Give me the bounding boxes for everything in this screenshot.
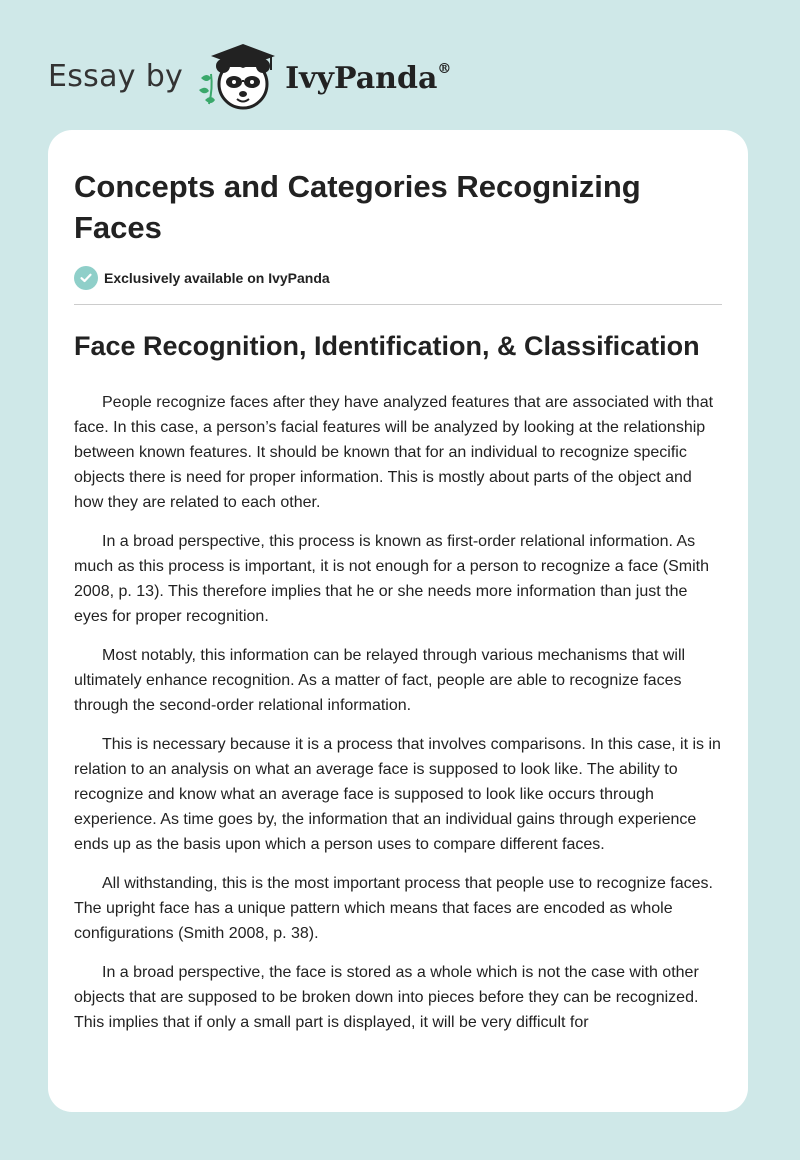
panda-graduate-icon[interactable] <box>197 38 279 114</box>
exclusive-badge <box>74 266 722 290</box>
badge-text: Exclusively available on IvyPanda <box>104 270 330 286</box>
section-heading: Face Recognition, Identification, & Classification <box>74 331 700 361</box>
brand-header <box>48 36 451 116</box>
essay-title: Concepts and Categories Recognizing Faces <box>74 169 641 245</box>
essay-card <box>48 130 748 1112</box>
paragraph: All withstanding, this is the most important process that people use to recognize faces. The upright face has a unique pattern which means that faces are encoded as whole configurations (Smith 2008, p. 38). <box>74 875 713 942</box>
paragraph: This is necessary because it is a process that involves comparisons. In this case, it is in relation to an analysis on what an average face is supposed to look like. The ability to recognize and know what an average face is supposed to look like occurs through experience. As time goes by, the information that an individual gains through experience ends up as the basis upon which a person uses to compare different faces. <box>74 736 721 853</box>
check-circle-icon <box>74 266 98 290</box>
paragraph: In a broad perspective, this process is known as first-order relational information. As much as this process is important, it is not enough for a person to recognize a face (Smith 2008, p. 13). This therefore implies that he or she needs more information than just the eyes for proper recognition. <box>74 533 709 625</box>
divider <box>74 304 722 305</box>
paragraph: Most notably, this information can be relayed through various mechanisms that will ultimately enhance recognition. As a matter of fact, people are able to recognize faces through the second-order relational information. <box>74 647 686 714</box>
brand-prefix: Essay by <box>48 58 184 94</box>
paragraph: People recognize faces after they have analyzed features that are associated with that face. In this case, a person’s facial features will be analyzed by looking at the relationship between known features. It should be known that for an individual to recognize specific objects there is need for proper information. This is mostly about parts of the object and how they are related to each other. <box>74 394 714 511</box>
essay-body <box>74 390 722 1035</box>
brand-name[interactable]: IvyPanda® <box>285 60 452 96</box>
paragraph: In a broad perspective, the face is stored as a whole which is not the case with other objects that are supposed to be broken down into pieces before they can be recognized. This implies that if only a small part is displayed, it will be very difficult for <box>74 964 699 1031</box>
